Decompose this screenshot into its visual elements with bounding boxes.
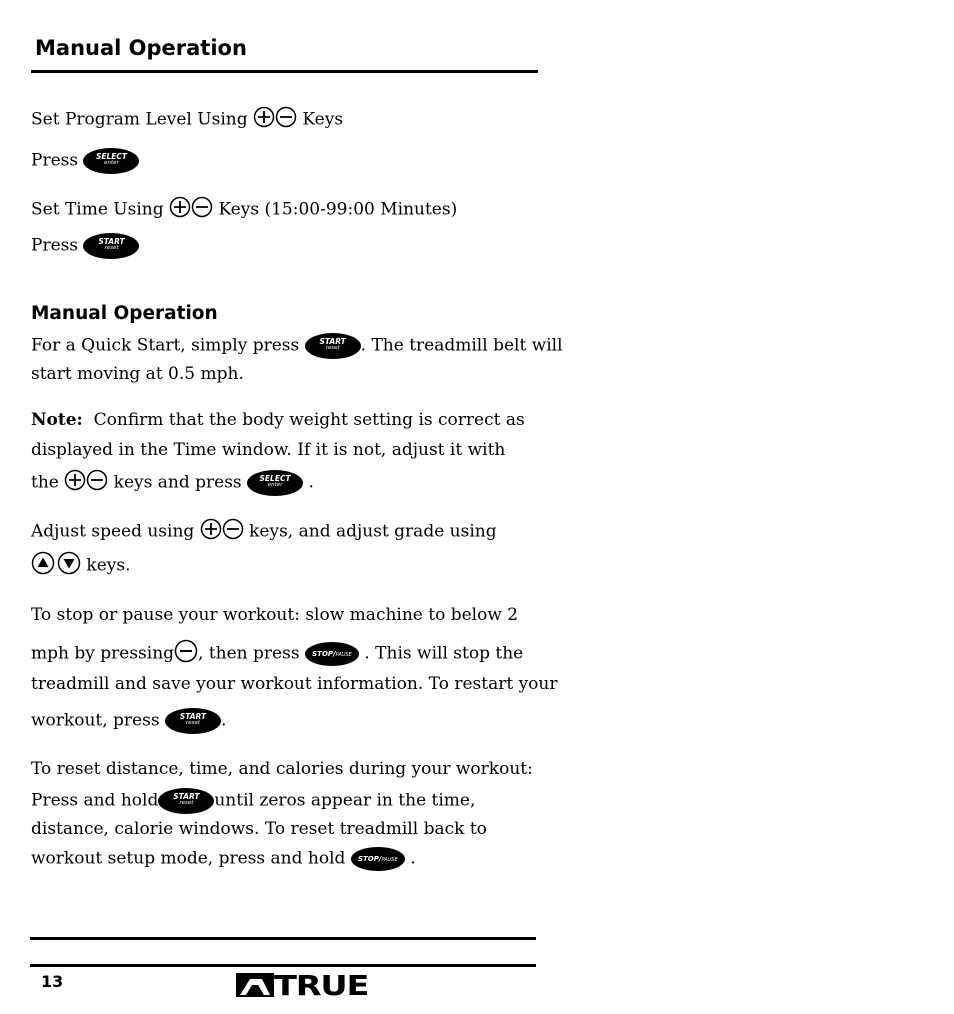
- plus-icon: [200, 518, 222, 546]
- press-start-line: [31, 233, 139, 259]
- stop-line-1: To stop or pause your workout: slow machine to below 2: [31, 605, 519, 625]
- reset-line-4: workout setup mode, press and hold STOP/PAUSE .: [31, 847, 416, 871]
- select-enter-button: SELECT enter: [247, 470, 303, 496]
- minus-icon: [174, 639, 198, 669]
- note-line-3: the keys and press SELECT enter .: [31, 469, 314, 497]
- minus-icon: [275, 106, 297, 134]
- press-text: Press: [31, 235, 79, 256]
- up-arrow-icon: [31, 551, 55, 581]
- minus-icon: [222, 518, 244, 546]
- plus-icon: [253, 106, 275, 134]
- set-time-keys-text: Keys (15:00-99:00 Minutes): [218, 199, 458, 220]
- note-label: Note:: [31, 410, 83, 430]
- reset-line-1: To reset distance, time, and calories during your workout:: [31, 759, 533, 779]
- start-reset-button: START reset: [158, 788, 214, 814]
- title-rule: [31, 70, 538, 73]
- stop-line-4: workout, press START reset .: [31, 708, 226, 734]
- adjust-line-1: Adjust speed using keys, and adjust grade using: [31, 518, 497, 546]
- minus-icon: [191, 196, 213, 224]
- press-text: Press: [31, 150, 79, 171]
- set-level-keys-text: Keys: [302, 109, 344, 130]
- quick-start-line-1: For a Quick Start, simply press START reset . The treadmill belt will: [31, 333, 563, 359]
- plus-icon: [64, 469, 86, 497]
- plus-icon: [169, 196, 191, 224]
- footer-rule-bottom: [30, 964, 536, 967]
- quick-start-line-2: start moving at 0.5 mph.: [31, 364, 244, 384]
- true-logo-text: TRUE: [274, 969, 369, 1002]
- select-enter-button: SELECT enter: [83, 148, 139, 174]
- stop-pause-button: STOP/PAUSE: [305, 642, 359, 666]
- stop-line-2: mph by pressing , then press STOP/PAUSE . This will stop the: [31, 639, 523, 669]
- page-number: 13: [41, 972, 64, 991]
- reset-line-2: Press and hold START reset until zeros appear in the time,: [31, 788, 475, 814]
- subsection-title: Manual Operation: [31, 303, 218, 324]
- set-time-line: [31, 196, 457, 224]
- adjust-line-2: keys.: [31, 551, 131, 581]
- stop-line-3: treadmill and save your workout information. To restart your: [31, 674, 558, 694]
- true-logo-icon: [236, 973, 274, 1001]
- page-title: Manual Operation: [35, 36, 247, 60]
- start-reset-button: START reset: [305, 333, 361, 359]
- set-time-text: Set Time Using: [31, 199, 164, 220]
- press-select-line: [31, 148, 139, 174]
- start-reset-button: START reset: [165, 708, 221, 734]
- down-arrow-icon: [57, 551, 81, 581]
- set-level-line: [31, 106, 343, 134]
- footer-rule-top: [30, 937, 536, 940]
- note-line-2: displayed in the Time window. If it is not, adjust it with: [31, 440, 506, 460]
- stop-pause-button: STOP/PAUSE: [351, 847, 405, 871]
- reset-line-3: distance, calorie windows. To reset treadmill back to: [31, 819, 487, 839]
- note-line-1: Note: Confirm that the body weight setting is correct as: [31, 410, 525, 430]
- start-reset-button: START reset: [83, 233, 139, 259]
- minus-icon: [86, 469, 108, 497]
- set-level-text: Set Program Level Using: [31, 109, 248, 130]
